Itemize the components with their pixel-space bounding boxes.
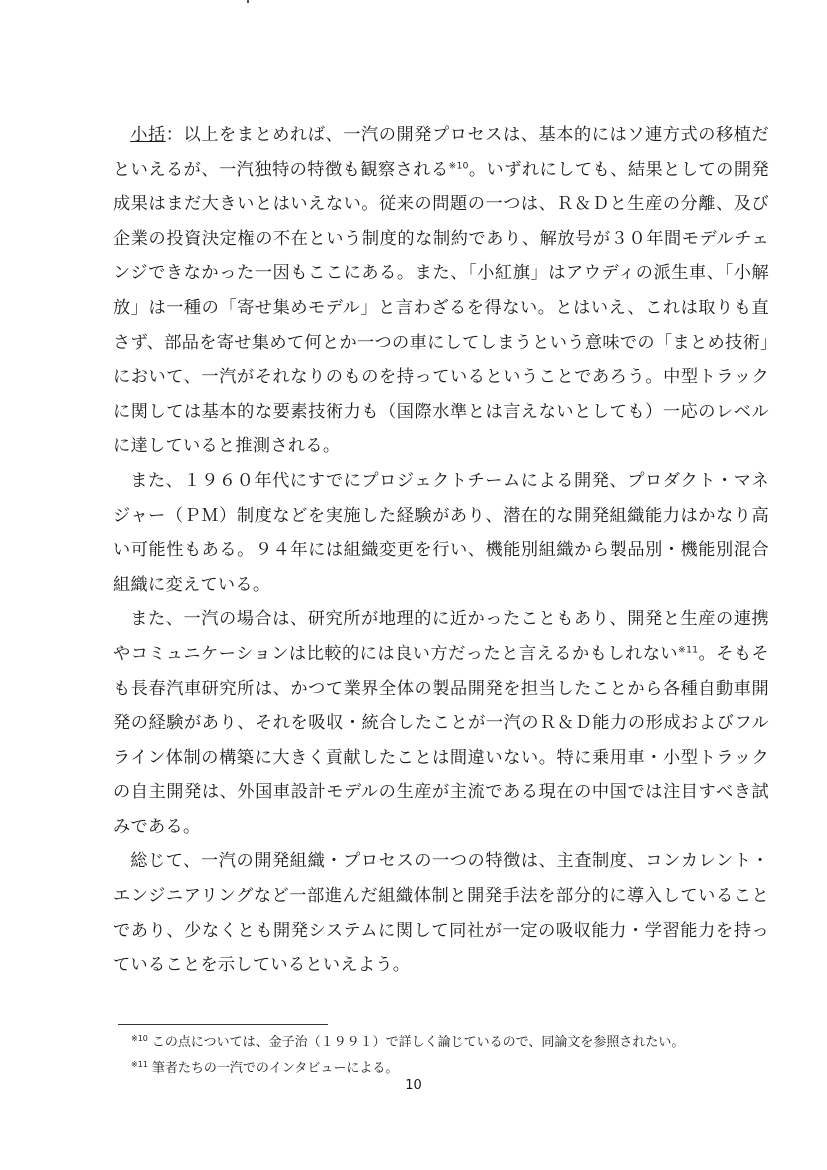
- paragraph-text: 総じて、一汽の開発組織・プロセスの一つの特徴は、主査制度、コンカレント・エンジニアリングなど一部進んだ組織体制と開発手法を部分的に導入していることであり、少なくとも開発システムに関して同社が一定の吸収能力・学習能力を持っていることを示しているといえよう。: [113, 851, 769, 976]
- paragraph-conclusion: [113, 844, 769, 982]
- scan-artifact-dot: [247, 0, 249, 3]
- summary-label: 小括: [130, 125, 166, 145]
- footnote-ref-11: ※11: [678, 645, 699, 656]
- paragraph-text: また、１９６０年代にすでにプロジェクトチームによる開発、プロダクト・マネジャー（ＰＭ）制度などを実施した経験があり、潜在的な開発組織能力はかなり高い可能性もある。９４年には組織変更を行い、機能別組織から製品別・機能別混合組織に変えている。: [113, 470, 769, 595]
- paragraph-communication: [113, 602, 769, 844]
- footnote-ref-10: ※10: [448, 160, 469, 171]
- paragraph-summary: [113, 118, 769, 464]
- paragraph-text: 。そもそも長春汽車研究所は、かつて業界全体の製品開発を担当したことから各種自動車開発の経験があり、それを吸収・統合したことが一汽のＲ＆Ｄ能力の形成およびフルライン体制の構築に大きく貢献したことは間違いない。特に乗用車・小型トラックの自主開発は、外国車設計モデルの生産が主流である現在の中国では注目すべき試みである。: [113, 643, 770, 837]
- paragraph-text: ：以上をまとめれば、一汽の開発プロセスは、基本的にはソ連方式の移植だといえるが、一汽独特の特徴も観察される: [113, 125, 770, 180]
- footnotes: [131, 1030, 771, 1082]
- footnote-mark: ※11: [131, 1059, 148, 1069]
- footnote-10: [131, 1030, 771, 1056]
- footnote-mark: ※10: [131, 1033, 148, 1043]
- body-text: [113, 118, 769, 983]
- paragraph-organization: [113, 464, 769, 602]
- footnote-divider: [118, 1024, 328, 1025]
- footnote-text: 筆者たちの一汽でのインタビューによる。: [151, 1061, 399, 1076]
- page-number: 10: [405, 1078, 422, 1093]
- paragraph-text: また、一汽の場合は、研究所が地理的に近かったこともあり、開発と生産の連携やコミュニケーションは比較的には良い方だったと言えるかもしれない: [113, 609, 769, 664]
- paragraph-text: 。いずれにしても、結果としての開発成果はまだ大きいとはいえない。従来の問題の一つは、Ｒ＆Ｄと生産の分離、及び企業の投資決定権の不在という制度的な制約であり、解放号が３０年間モデルチェンジできなかった一因もここにある。また、「小紅旗」はアウディの派生車、「小解放」は一種の「寄せ集めモデル」と言わざるを得ない。とはいえ、これは取りも直さず、部品を寄せ集めて何とか一つの車にしてしまうという意味での「まとめ技術」において、一汽がそれなりのものを持っているということであろう。中型トラックに関しては基本的な要素技術力も（国際水準とは言えないとしても）一応のレベルに達していると推測される。: [113, 159, 769, 457]
- footnote-text: この点については、金子治（１９９１）で詳しく論じているので、同論文を参照されたい。: [151, 1035, 685, 1050]
